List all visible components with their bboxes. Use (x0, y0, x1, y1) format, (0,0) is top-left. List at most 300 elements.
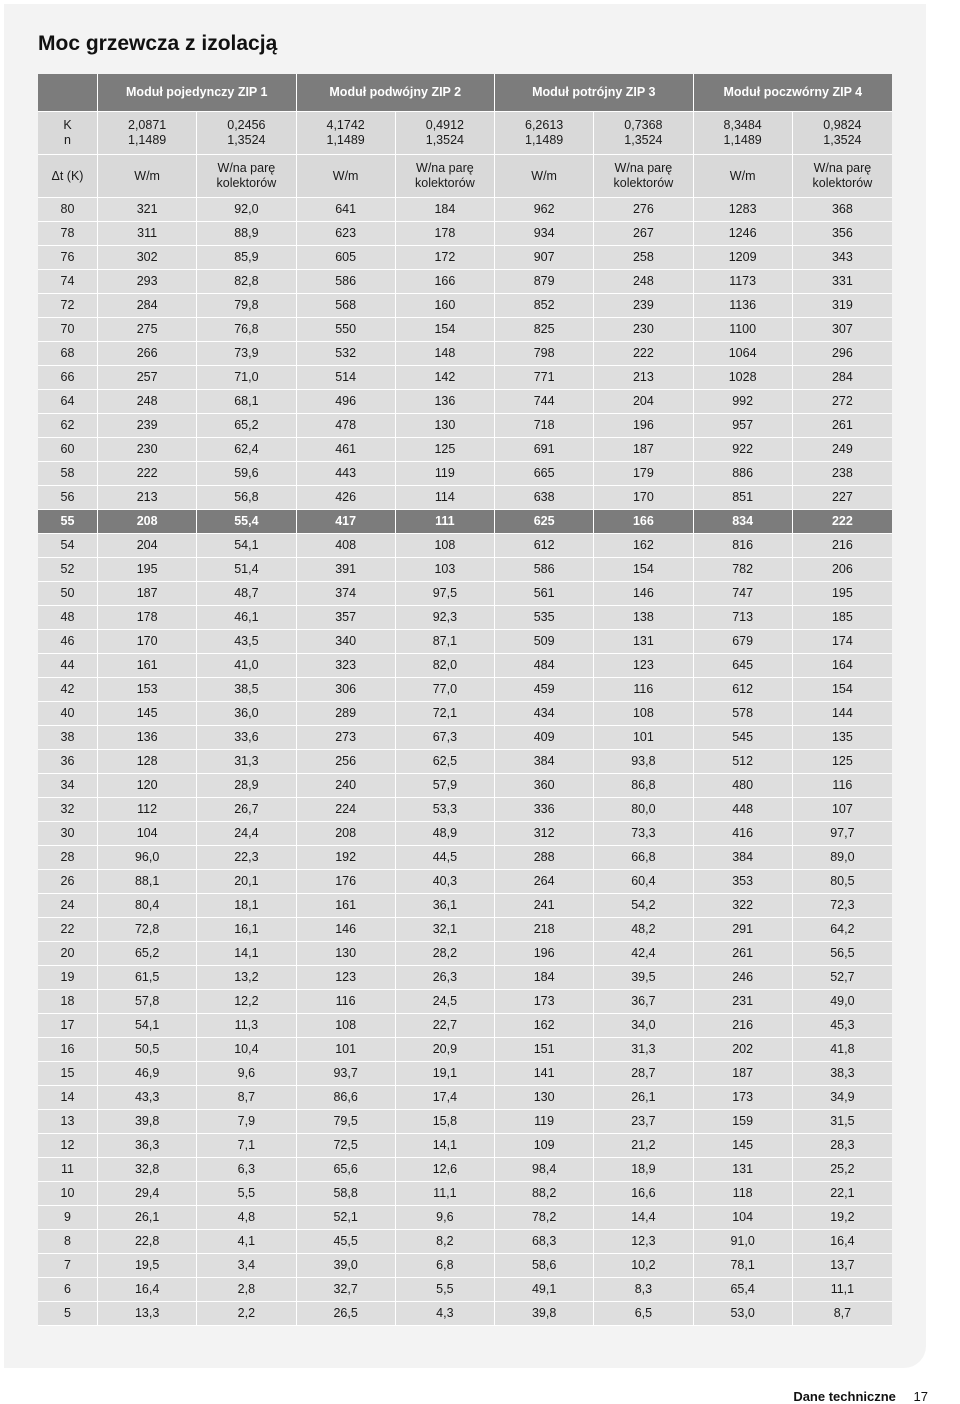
k-value: 0,2456 (227, 118, 266, 132)
value-cell: 17,4 (396, 1086, 495, 1110)
value-cell: 39,5 (594, 966, 693, 990)
value-cell: 86,6 (297, 1086, 396, 1110)
value-cell: 957 (694, 414, 793, 438)
delta-t-cell: 72 (38, 294, 98, 318)
value-cell: 922 (694, 438, 793, 462)
value-cell: 8,7 (793, 1302, 892, 1326)
unit-label: W/na parę (813, 161, 872, 175)
value-cell: 307 (793, 318, 892, 342)
table-row (38, 198, 892, 222)
value-cell: 60,4 (594, 870, 693, 894)
value-cell: 22,7 (396, 1014, 495, 1038)
value-cell: 239 (594, 294, 693, 318)
value-cell: 360 (495, 774, 594, 798)
header-corner (38, 74, 98, 112)
value-cell: 10,4 (197, 1038, 296, 1062)
value-cell: 128 (98, 750, 197, 774)
value-cell: 14,1 (396, 1134, 495, 1158)
value-cell: 230 (98, 438, 197, 462)
k-value: 0,7368 (624, 118, 663, 132)
table-row (38, 222, 892, 246)
table-row (38, 1182, 892, 1206)
value-cell: 257 (98, 366, 197, 390)
table-row (38, 246, 892, 270)
value-cell: 59,6 (197, 462, 296, 486)
value-cell: 52,1 (297, 1206, 396, 1230)
value-cell: 161 (297, 894, 396, 918)
n-value: 1,1489 (723, 133, 762, 147)
value-cell: 14,1 (197, 942, 296, 966)
value-cell: 665 (495, 462, 594, 486)
value-cell: 426 (297, 486, 396, 510)
value-cell: 16,6 (594, 1182, 693, 1206)
table-row (38, 870, 892, 894)
value-cell: 227 (793, 486, 892, 510)
value-cell: 638 (495, 486, 594, 510)
value-cell: 443 (297, 462, 396, 486)
value-cell: 92,0 (197, 198, 296, 222)
value-cell: 409 (495, 726, 594, 750)
delta-t-cell: 9 (38, 1206, 98, 1230)
value-cell: 144 (793, 702, 892, 726)
value-cell: 130 (495, 1086, 594, 1110)
table-row (38, 1110, 892, 1134)
value-cell: 22,8 (98, 1230, 197, 1254)
value-cell: 107 (793, 798, 892, 822)
value-cell: 162 (495, 1014, 594, 1038)
n-value: 1,3524 (823, 133, 862, 147)
unit-cell (694, 155, 793, 198)
value-cell: 39,8 (98, 1110, 197, 1134)
table-row (38, 990, 892, 1014)
value-cell: 512 (694, 750, 793, 774)
value-cell: 18,9 (594, 1158, 693, 1182)
delta-t-cell: 62 (38, 414, 98, 438)
table-row (38, 750, 892, 774)
value-cell: 331 (793, 270, 892, 294)
value-cell: 291 (694, 918, 793, 942)
delta-t-cell: 56 (38, 486, 98, 510)
value-cell: 284 (98, 294, 197, 318)
value-cell: 53,3 (396, 798, 495, 822)
value-cell: 275 (98, 318, 197, 342)
table-row (38, 438, 892, 462)
value-cell: 93,7 (297, 1062, 396, 1086)
value-cell: 744 (495, 390, 594, 414)
value-cell: 213 (594, 366, 693, 390)
value-cell: 679 (694, 630, 793, 654)
value-cell: 293 (98, 270, 197, 294)
value-cell: 148 (396, 342, 495, 366)
table-row (38, 414, 892, 438)
kn-value-cell (793, 112, 892, 155)
value-cell: 8,7 (197, 1086, 296, 1110)
table-row (38, 1038, 892, 1062)
table-row (38, 822, 892, 846)
value-cell: 408 (297, 534, 396, 558)
delta-t-cell: 24 (38, 894, 98, 918)
value-cell: 272 (793, 390, 892, 414)
value-cell: 1136 (694, 294, 793, 318)
value-cell: 131 (694, 1158, 793, 1182)
delta-t-cell: 68 (38, 342, 98, 366)
value-cell: 1173 (694, 270, 793, 294)
value-cell: 384 (694, 846, 793, 870)
value-cell: 509 (495, 630, 594, 654)
unit-label: kolektorów (812, 176, 873, 190)
value-cell: 45,3 (793, 1014, 892, 1038)
value-cell: 261 (793, 414, 892, 438)
value-cell: 67,3 (396, 726, 495, 750)
value-cell: 264 (495, 870, 594, 894)
n-value: 1,3524 (227, 133, 266, 147)
value-cell: 195 (98, 558, 197, 582)
value-cell: 992 (694, 390, 793, 414)
value-cell: 65,2 (98, 942, 197, 966)
value-cell: 39,0 (297, 1254, 396, 1278)
value-cell: 256 (297, 750, 396, 774)
table-row (38, 726, 892, 750)
value-cell: 962 (495, 198, 594, 222)
value-cell: 514 (297, 366, 396, 390)
value-cell: 40,3 (396, 870, 495, 894)
value-cell: 12,3 (594, 1230, 693, 1254)
kn-value-cell (297, 112, 396, 155)
value-cell: 88,2 (495, 1182, 594, 1206)
value-cell: 123 (297, 966, 396, 990)
table-row (38, 630, 892, 654)
unit-cell (793, 155, 892, 198)
delta-t-cell: 76 (38, 246, 98, 270)
value-cell: 145 (694, 1134, 793, 1158)
value-cell: 187 (694, 1062, 793, 1086)
value-cell: 64,2 (793, 918, 892, 942)
unit-label: W/na parę (217, 161, 276, 175)
table-row (38, 846, 892, 870)
value-cell: 192 (297, 846, 396, 870)
value-cell: 6,8 (396, 1254, 495, 1278)
table-row (38, 462, 892, 486)
unit-cell (495, 155, 594, 198)
value-cell: 120 (98, 774, 197, 798)
delta-t-cell: 36 (38, 750, 98, 774)
value-cell: 13,3 (98, 1302, 197, 1326)
value-cell: 108 (594, 702, 693, 726)
value-cell: 356 (793, 222, 892, 246)
value-cell: 29,4 (98, 1182, 197, 1206)
value-cell: 173 (495, 990, 594, 1014)
value-cell: 825 (495, 318, 594, 342)
value-cell: 11,1 (396, 1182, 495, 1206)
value-cell: 43,5 (197, 630, 296, 654)
delta-t-cell: 6 (38, 1278, 98, 1302)
value-cell: 302 (98, 246, 197, 270)
module-header-zip1: Moduł pojedynczy ZIP 1 (98, 74, 297, 112)
value-cell: 65,2 (197, 414, 296, 438)
value-cell: 154 (594, 558, 693, 582)
value-cell: 34,0 (594, 1014, 693, 1038)
delta-t-cell: 15 (38, 1062, 98, 1086)
value-cell: 116 (297, 990, 396, 1014)
table-row (38, 942, 892, 966)
table-row (38, 582, 892, 606)
value-cell: 179 (594, 462, 693, 486)
k-value: 4,1742 (326, 118, 365, 132)
table-row (38, 270, 892, 294)
value-cell: 82,8 (197, 270, 296, 294)
value-cell: 886 (694, 462, 793, 486)
value-cell: 1100 (694, 318, 793, 342)
value-cell: 41,0 (197, 654, 296, 678)
delta-t-cell: 78 (38, 222, 98, 246)
value-cell: 28,7 (594, 1062, 693, 1086)
value-cell: 19,1 (396, 1062, 495, 1086)
value-cell: 1283 (694, 198, 793, 222)
value-cell: 48,2 (594, 918, 693, 942)
value-cell: 79,8 (197, 294, 296, 318)
value-cell: 448 (694, 798, 793, 822)
table-row (38, 366, 892, 390)
table-row (38, 894, 892, 918)
value-cell: 623 (297, 222, 396, 246)
value-cell: 136 (396, 390, 495, 414)
value-cell: 36,3 (98, 1134, 197, 1158)
value-cell: 142 (396, 366, 495, 390)
value-cell: 22,3 (197, 846, 296, 870)
value-cell: 97,5 (396, 582, 495, 606)
unit-cell (297, 155, 396, 198)
value-cell: 26,5 (297, 1302, 396, 1326)
value-cell: 58,8 (297, 1182, 396, 1206)
value-cell: 170 (98, 630, 197, 654)
delta-t-cell: 66 (38, 366, 98, 390)
value-cell: 82,0 (396, 654, 495, 678)
value-cell: 173 (694, 1086, 793, 1110)
value-cell: 612 (694, 678, 793, 702)
value-cell: 26,3 (396, 966, 495, 990)
value-cell: 187 (98, 582, 197, 606)
value-cell: 118 (694, 1182, 793, 1206)
value-cell: 216 (793, 534, 892, 558)
delta-t-cell: 11 (38, 1158, 98, 1182)
delta-t-cell: 60 (38, 438, 98, 462)
value-cell: 66,8 (594, 846, 693, 870)
table-row (38, 486, 892, 510)
value-cell: 747 (694, 582, 793, 606)
value-cell: 1209 (694, 246, 793, 270)
value-cell: 73,9 (197, 342, 296, 366)
k-value: 0,9824 (823, 118, 862, 132)
unit-label: W/m (531, 168, 557, 183)
value-cell: 1028 (694, 366, 793, 390)
delta-t-cell: 32 (38, 798, 98, 822)
value-cell: 907 (495, 246, 594, 270)
unit-cell (396, 155, 495, 198)
delta-t-cell: 26 (38, 870, 98, 894)
unit-label: W/m (134, 168, 160, 183)
value-cell: 208 (98, 510, 197, 534)
n-value: 1,1489 (525, 133, 564, 147)
value-cell: 160 (396, 294, 495, 318)
unit-label: kolektorów (613, 176, 674, 190)
value-cell: 119 (396, 462, 495, 486)
n-value: 1,1489 (128, 133, 167, 147)
value-cell: 141 (495, 1062, 594, 1086)
value-cell: 323 (297, 654, 396, 678)
value-cell: 78,2 (495, 1206, 594, 1230)
kn-value-cell (594, 112, 693, 155)
delta-t-cell: 17 (38, 1014, 98, 1038)
value-cell: 184 (495, 966, 594, 990)
value-cell: 154 (396, 318, 495, 342)
value-cell: 459 (495, 678, 594, 702)
delta-t-cell: 34 (38, 774, 98, 798)
table-row (38, 1086, 892, 1110)
delta-t-cell: 64 (38, 390, 98, 414)
delta-t-cell: 16 (38, 1038, 98, 1062)
value-cell: 131 (594, 630, 693, 654)
value-cell: 195 (793, 582, 892, 606)
value-cell: 32,8 (98, 1158, 197, 1182)
value-cell: 879 (495, 270, 594, 294)
value-cell: 612 (495, 534, 594, 558)
kn-value-cell (396, 112, 495, 155)
value-cell: 136 (98, 726, 197, 750)
unit-label: kolektorów (415, 176, 475, 190)
delta-t-cell: 8 (38, 1230, 98, 1254)
value-cell: 261 (694, 942, 793, 966)
value-cell: 222 (793, 510, 892, 534)
value-cell: 159 (694, 1110, 793, 1134)
table-row (38, 606, 892, 630)
value-cell: 340 (297, 630, 396, 654)
value-cell: 10,2 (594, 1254, 693, 1278)
value-cell: 586 (495, 558, 594, 582)
table-row (38, 534, 892, 558)
value-cell: 135 (793, 726, 892, 750)
value-cell: 104 (694, 1206, 793, 1230)
value-cell: 480 (694, 774, 793, 798)
delta-t-cell: 14 (38, 1086, 98, 1110)
value-cell: 6,3 (197, 1158, 296, 1182)
delta-t-cell: 22 (38, 918, 98, 942)
value-cell: 80,5 (793, 870, 892, 894)
value-cell: 78,1 (694, 1254, 793, 1278)
value-cell: 296 (793, 342, 892, 366)
value-cell: 240 (297, 774, 396, 798)
value-cell: 92,3 (396, 606, 495, 630)
value-cell: 52,7 (793, 966, 892, 990)
value-cell: 178 (98, 606, 197, 630)
table-body (38, 198, 892, 1326)
module-header-zip2: Moduł podwójny ZIP 2 (297, 74, 496, 112)
value-cell: 46,9 (98, 1062, 197, 1086)
value-cell: 11,1 (793, 1278, 892, 1302)
value-cell: 851 (694, 486, 793, 510)
k-value: 6,2613 (525, 118, 564, 132)
table-row (38, 774, 892, 798)
value-cell: 61,5 (98, 966, 197, 990)
value-cell: 108 (297, 1014, 396, 1038)
value-cell: 532 (297, 342, 396, 366)
value-cell: 41,8 (793, 1038, 892, 1062)
value-cell: 273 (297, 726, 396, 750)
value-cell: 91,0 (694, 1230, 793, 1254)
value-cell: 12,2 (197, 990, 296, 1014)
delta-t-cell: 18 (38, 990, 98, 1014)
value-cell: 62,5 (396, 750, 495, 774)
value-cell: 14,4 (594, 1206, 693, 1230)
unit-label: W/na parę (614, 161, 673, 175)
value-cell: 22,1 (793, 1182, 892, 1206)
delta-t-cell: 44 (38, 654, 98, 678)
value-cell: 321 (98, 198, 197, 222)
value-cell: 5,5 (396, 1278, 495, 1302)
value-cell: 202 (694, 1038, 793, 1062)
value-cell: 28,2 (396, 942, 495, 966)
value-cell: 26,1 (594, 1086, 693, 1110)
value-cell: 38,3 (793, 1062, 892, 1086)
value-cell: 196 (594, 414, 693, 438)
value-cell: 43,3 (98, 1086, 197, 1110)
value-cell: 718 (495, 414, 594, 438)
value-cell: 625 (495, 510, 594, 534)
value-cell: 96,0 (98, 846, 197, 870)
value-cell: 391 (297, 558, 396, 582)
value-cell: 116 (594, 678, 693, 702)
value-cell: 71,0 (197, 366, 296, 390)
value-cell: 357 (297, 606, 396, 630)
table-row (38, 1158, 892, 1182)
value-cell: 104 (98, 822, 197, 846)
table-row (38, 390, 892, 414)
value-cell: 72,3 (793, 894, 892, 918)
footer-section-title: Dane techniczne (793, 1389, 896, 1404)
delta-t-cell: 10 (38, 1182, 98, 1206)
value-cell: 51,4 (197, 558, 296, 582)
value-cell: 103 (396, 558, 495, 582)
delta-t-cell: 30 (38, 822, 98, 846)
page-title: Moc grzewcza z izolacją (38, 32, 278, 55)
value-cell: 164 (793, 654, 892, 678)
value-cell: 73,3 (594, 822, 693, 846)
value-cell: 28,3 (793, 1134, 892, 1158)
k-label: K (63, 118, 72, 132)
value-cell: 178 (396, 222, 495, 246)
value-cell: 36,1 (396, 894, 495, 918)
value-cell: 461 (297, 438, 396, 462)
value-cell: 306 (297, 678, 396, 702)
value-cell: 76,8 (197, 318, 296, 342)
value-cell: 45,5 (297, 1230, 396, 1254)
value-cell: 88,9 (197, 222, 296, 246)
value-cell: 176 (297, 870, 396, 894)
value-cell: 213 (98, 486, 197, 510)
kn-value-cell (197, 112, 296, 155)
value-cell: 852 (495, 294, 594, 318)
delta-t-cell: 13 (38, 1110, 98, 1134)
delta-t-label: Δt (K) (38, 155, 98, 198)
value-cell: 241 (495, 894, 594, 918)
delta-t-cell: 54 (38, 534, 98, 558)
module-header-row (38, 74, 892, 112)
n-value: 1,3524 (425, 133, 464, 147)
unit-cell (197, 155, 296, 198)
value-cell: 15,8 (396, 1110, 495, 1134)
value-cell: 798 (495, 342, 594, 366)
value-cell: 130 (297, 942, 396, 966)
value-cell: 55,4 (197, 510, 296, 534)
